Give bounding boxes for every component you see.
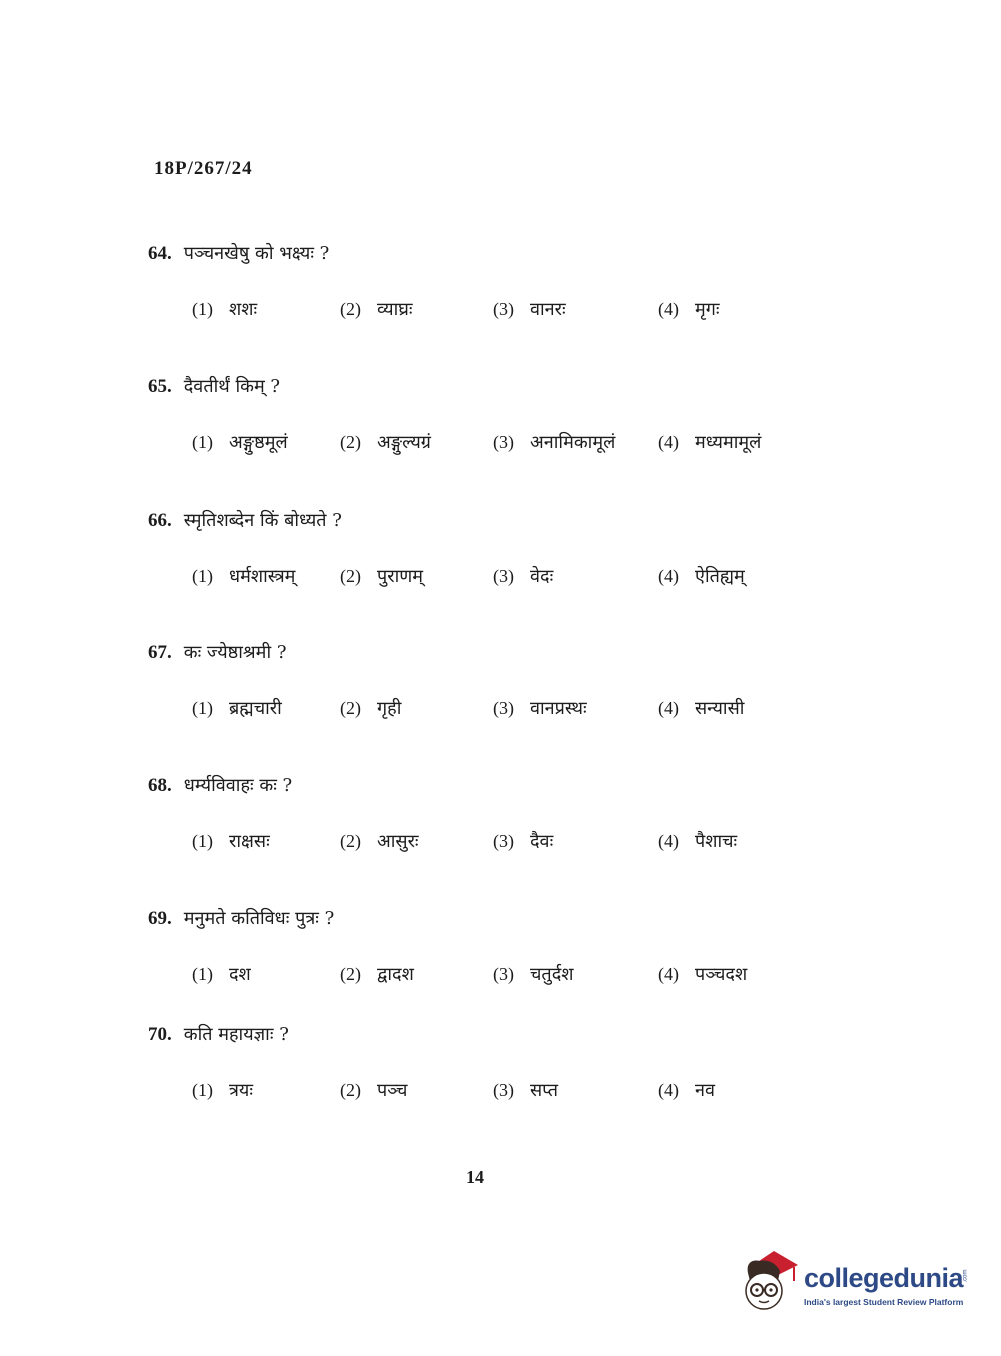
- option-3: [493, 696, 587, 720]
- question-number: 66.: [148, 510, 172, 531]
- question-stem: [148, 241, 329, 265]
- option-1: [192, 962, 251, 986]
- option-2: [340, 829, 419, 853]
- option-number: (3): [493, 964, 514, 984]
- option-text: त्रयः: [229, 1080, 254, 1101]
- brand-tagline: India's largest Student Review Platform: [804, 1297, 964, 1307]
- option-text: आसुरः: [377, 831, 419, 852]
- option-number: (1): [192, 698, 213, 718]
- option-text: वानरः: [530, 299, 566, 320]
- option-number: (4): [658, 831, 679, 851]
- option-number: (2): [340, 299, 361, 319]
- question-64: [0, 241, 1001, 351]
- question-text: कः ज्येष्ठाश्रमी ?: [183, 642, 287, 663]
- question-number: 67.: [148, 642, 172, 663]
- option-text: व्याघ्रः: [377, 299, 413, 320]
- question-text: पञ्चनखेषु को भक्ष्यः ?: [183, 243, 330, 264]
- option-number: (4): [658, 566, 679, 586]
- option-1: [192, 1078, 253, 1102]
- question-number: 64.: [148, 243, 172, 264]
- option-text: सन्यासी: [695, 698, 745, 719]
- question-text: मनुमते कतिविधः पुत्रः ?: [183, 908, 335, 929]
- option-4: [658, 564, 745, 588]
- option-text: सप्त: [530, 1080, 558, 1101]
- option-3: [493, 1078, 558, 1102]
- option-text: नव: [695, 1080, 715, 1101]
- question-stem: [148, 1022, 289, 1046]
- question-number: 65.: [148, 376, 172, 397]
- option-number: (2): [340, 698, 361, 718]
- option-2: [340, 430, 431, 454]
- option-text: दश: [229, 964, 251, 985]
- option-text: ऐतिह्यम्: [695, 566, 745, 587]
- page-number: 14: [466, 1167, 484, 1187]
- question-text: धर्म्यविवाहः कः ?: [183, 775, 293, 796]
- question-stem: [148, 374, 280, 398]
- question-number: 69.: [148, 908, 172, 929]
- option-text: चतुर्दश: [530, 964, 574, 985]
- question-69: [0, 906, 1001, 1016]
- paper-code: 18P/267/24: [154, 158, 253, 179]
- question-number: 70.: [148, 1024, 172, 1045]
- option-text: पञ्च: [377, 1080, 408, 1101]
- option-number: (1): [192, 964, 213, 984]
- option-4: [658, 1078, 715, 1102]
- option-number: (3): [493, 299, 514, 319]
- option-text: दैवः: [530, 831, 554, 852]
- option-text: पुराणम्: [377, 566, 424, 587]
- question-68: [0, 773, 1001, 883]
- option-2: [340, 962, 414, 986]
- option-number: (4): [658, 1080, 679, 1100]
- option-text: राक्षसः: [229, 831, 270, 852]
- option-3: [493, 430, 615, 454]
- option-1: [192, 829, 270, 853]
- option-number: (3): [493, 566, 514, 586]
- option-number: (2): [340, 432, 361, 452]
- question-number: 68.: [148, 775, 172, 796]
- option-2: [340, 564, 423, 588]
- question-stem: [148, 906, 334, 930]
- option-number: (1): [192, 432, 213, 452]
- brand-domain: .com: [962, 1269, 969, 1283]
- question-67: [0, 640, 1001, 750]
- option-text: द्वादश: [377, 964, 414, 985]
- option-number: (2): [340, 1080, 361, 1100]
- option-text: मृगः: [695, 299, 720, 320]
- option-4: [658, 430, 761, 454]
- option-number: (1): [192, 1080, 213, 1100]
- option-1: [192, 297, 257, 321]
- option-number: (4): [658, 964, 679, 984]
- option-text: अनामिकामूलं: [530, 432, 616, 453]
- option-2: [340, 696, 401, 720]
- collegedunia-watermark: [740, 1245, 975, 1320]
- question-stem: [148, 640, 286, 664]
- option-text: मध्यमामूलं: [695, 432, 762, 453]
- option-number: (4): [658, 299, 679, 319]
- option-number: (1): [192, 299, 213, 319]
- option-text: ब्रह्मचारी: [229, 698, 282, 719]
- option-number: (2): [340, 566, 361, 586]
- option-4: [658, 696, 744, 720]
- option-number: (1): [192, 831, 213, 851]
- question-text: कति महायज्ञाः ?: [183, 1024, 289, 1045]
- question-65: [0, 374, 1001, 484]
- option-text: अङ्गुल्यग्रं: [377, 432, 431, 453]
- option-number: (4): [658, 432, 679, 452]
- option-3: [493, 829, 553, 853]
- student-mascot-icon: [740, 1245, 802, 1315]
- option-number: (2): [340, 831, 361, 851]
- option-3: [493, 297, 566, 321]
- option-number: (3): [493, 831, 514, 851]
- option-number: (1): [192, 566, 213, 586]
- option-text: अङ्गुष्ठमूलं: [229, 432, 288, 453]
- option-text: वेदः: [530, 566, 554, 587]
- question-text: दैवतीर्थं किम् ?: [183, 376, 281, 397]
- question-text: स्मृतिशब्देन किं बोध्यते ?: [183, 510, 342, 531]
- question-stem: [148, 773, 292, 797]
- option-2: [340, 1078, 407, 1102]
- question-stem: [148, 508, 342, 532]
- brand-name: collegedunia: [804, 1263, 964, 1293]
- option-number: (3): [493, 432, 514, 452]
- option-text: शशः: [229, 299, 258, 320]
- option-3: [493, 564, 553, 588]
- option-text: गृही: [377, 698, 402, 719]
- option-3: [493, 962, 574, 986]
- option-4: [658, 297, 720, 321]
- option-number: (3): [493, 698, 514, 718]
- option-text: वानप्रस्थः: [530, 698, 587, 719]
- option-text: पैशाचः: [695, 831, 738, 852]
- option-1: [192, 430, 288, 454]
- option-2: [340, 297, 413, 321]
- option-number: (2): [340, 964, 361, 984]
- option-1: [192, 564, 295, 588]
- option-number: (4): [658, 698, 679, 718]
- option-4: [658, 829, 737, 853]
- option-text: धर्मशास्त्रम्: [229, 566, 296, 587]
- question-70: [0, 1022, 1001, 1132]
- option-1: [192, 696, 282, 720]
- option-4: [658, 962, 747, 986]
- question-66: [0, 508, 1001, 618]
- option-number: (3): [493, 1080, 514, 1100]
- option-text: पञ्चदश: [695, 964, 748, 985]
